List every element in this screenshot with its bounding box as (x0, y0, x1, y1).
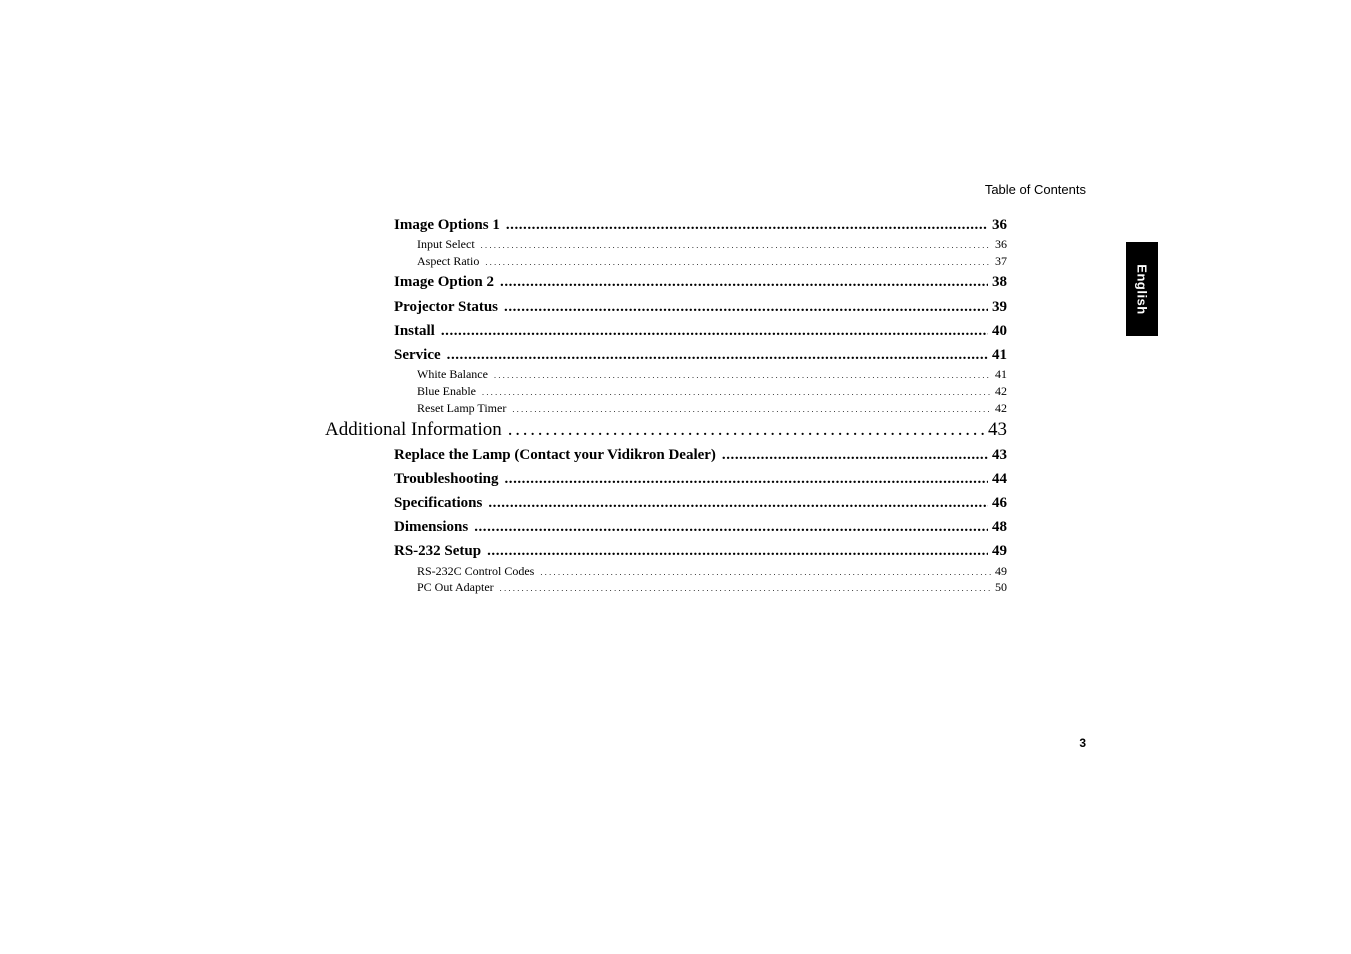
toc-entry-page: 36 (995, 237, 1007, 251)
toc-entry-page: 48 (992, 519, 1007, 535)
toc-entry-title: Specifications (394, 495, 483, 511)
toc-entry-replace-the-lamp[interactable] (394, 447, 1007, 466)
dot-leader (500, 274, 988, 291)
toc-entry-title: RS-232 Setup (394, 543, 482, 559)
toc-entry-service[interactable] (394, 347, 1007, 366)
toc-entry-rs-232-setup[interactable] (394, 543, 1007, 562)
dot-leader (447, 347, 988, 364)
toc-entry-page: 37 (995, 254, 1007, 268)
toc-entry-input-select[interactable] (417, 237, 1007, 253)
toc-entry-title: Input Select (417, 237, 475, 251)
page-number: 3 (1079, 736, 1086, 750)
toc-entry-aspect-ratio[interactable] (417, 254, 1007, 270)
toc-entry-additional-information[interactable] (325, 419, 1007, 443)
dot-leader (481, 237, 991, 252)
toc-entry-page: 42 (995, 401, 1007, 415)
toc-entry-page: 36 (992, 217, 1007, 233)
toc-entry-page: 42 (995, 384, 1007, 398)
toc-entry-projector-status[interactable] (394, 299, 1007, 318)
toc-entry-page: 39 (992, 299, 1007, 315)
dot-leader (474, 519, 988, 536)
toc-entry-page: 49 (992, 543, 1007, 559)
toc-entry-title: Service (394, 347, 441, 363)
toc-entry-title: RS-232C Control Codes (417, 564, 535, 578)
toc-entry-blue-enable[interactable] (417, 384, 1007, 400)
toc-entry-page: 44 (992, 471, 1007, 487)
toc-entry-install[interactable] (394, 323, 1007, 342)
toc-entry-page: 46 (992, 495, 1007, 511)
toc-entry-title: Blue Enable (417, 384, 476, 398)
toc-entry-troubleshooting[interactable] (394, 471, 1007, 490)
dot-leader (540, 564, 991, 579)
toc-entry-page: 41 (992, 347, 1007, 363)
toc-entry-page: 40 (992, 323, 1007, 339)
dot-leader (508, 419, 984, 441)
toc-entry-title: White Balance (417, 367, 488, 381)
dot-leader (504, 471, 988, 488)
toc-entry-rs-232c-control-codes[interactable] (417, 564, 1007, 580)
toc-entry-white-balance[interactable] (417, 367, 1007, 383)
dot-leader (722, 447, 988, 464)
dot-leader (512, 401, 991, 416)
dot-leader (506, 217, 988, 234)
toc-entry-image-options-1[interactable] (394, 217, 1007, 236)
dot-leader (441, 323, 988, 340)
toc-entry-title: Install (394, 323, 435, 339)
language-tab-label: English (1134, 263, 1150, 315)
dot-leader (485, 254, 991, 269)
toc-entry-page: 41 (995, 367, 1007, 381)
dot-leader (487, 543, 988, 560)
toc-entry-title: Additional Information (325, 419, 502, 440)
toc-entry-title: Aspect Ratio (417, 254, 480, 268)
dot-leader (500, 580, 991, 595)
toc-entry-title: Dimensions (394, 519, 469, 535)
dot-leader (494, 367, 991, 382)
dot-leader (482, 384, 991, 399)
dot-leader (488, 495, 988, 512)
toc-entry-pc-out-adapter[interactable] (417, 580, 1007, 596)
toc-entry-reset-lamp-timer[interactable] (417, 401, 1007, 417)
toc-entry-title: Projector Status (394, 299, 499, 315)
toc-entry-title: Replace the Lamp (Contact your Vidikron Dealer) (394, 447, 716, 463)
toc-entry-title: Reset Lamp Timer (417, 401, 507, 415)
toc-entry-page: 50 (995, 580, 1007, 594)
dot-leader (504, 299, 988, 316)
toc-entry-title: PC Out Adapter (417, 580, 494, 594)
toc-entry-page: 43 (992, 447, 1007, 463)
toc-entry-page: 49 (995, 564, 1007, 578)
running-header-title: Table of Contents (984, 182, 1086, 197)
toc-entry-specifications[interactable] (394, 495, 1007, 514)
toc-entry-title: Image Options 1 (394, 217, 500, 233)
toc-entry-dimensions[interactable] (394, 519, 1007, 538)
toc-entry-title: Troubleshooting (394, 471, 499, 487)
toc-entry-page: 38 (992, 274, 1007, 290)
toc-entry-page: 43 (988, 419, 1007, 440)
toc-entry-image-option-2[interactable] (394, 274, 1007, 293)
toc-entry-title: Image Option 2 (394, 274, 495, 290)
